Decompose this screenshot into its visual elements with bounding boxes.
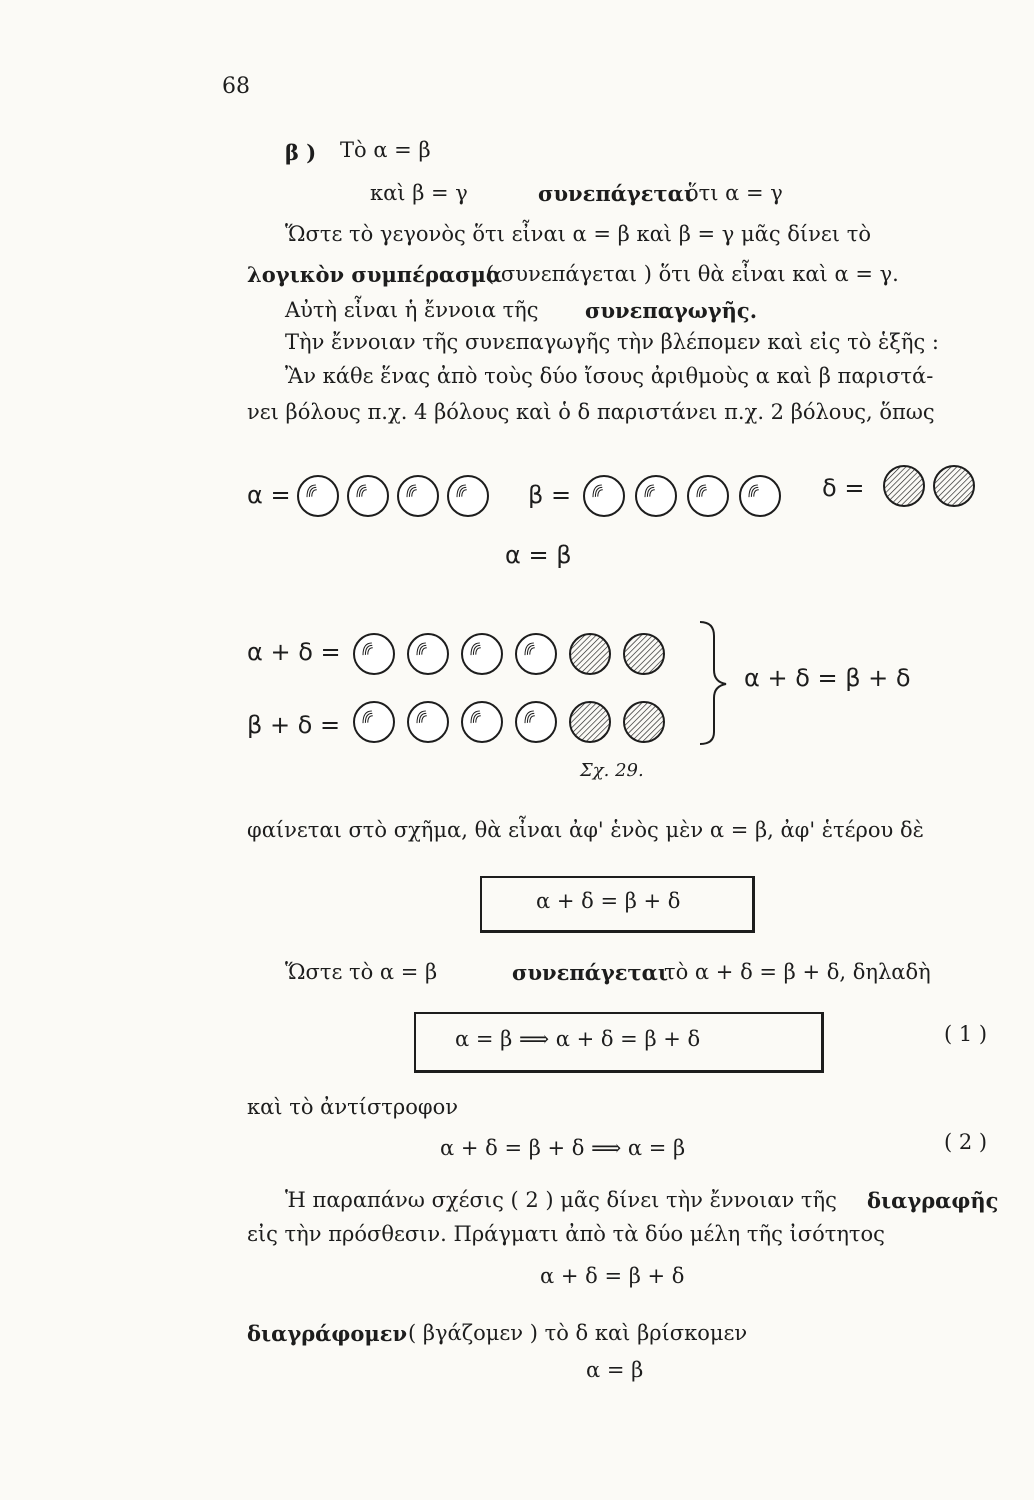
marble-sum2-1 [354, 702, 394, 742]
para1-line3-prefix: Αὐτὴ εἶναι ἡ ἔννοια τῆς [285, 298, 539, 322]
para1-line1: Ὥστε τὸ γεγονὸς ὅτι εἶναι α = β καὶ β = γ μᾶς δίνει τὸ [285, 222, 871, 246]
fig-alpha-label: α = [247, 481, 291, 509]
section-b-line2-bold: συνεπάγεται [538, 181, 695, 206]
section-b-line1: Τὸ α = β [340, 138, 431, 162]
para4-line3-bold: διαγράφομεν [247, 1321, 408, 1346]
fig-sum2-label: β + δ = [247, 711, 341, 739]
marble-alpha-2 [348, 476, 388, 516]
fig-sum1-label: α + δ = [247, 638, 341, 666]
para3-line1: φαίνεται στὸ σχῆμα, θὰ εἶναι ἀφ' ἑνὸς μὲν α = β, ἀφ' ἑτέρου δὲ [247, 818, 924, 842]
marble-sum2-2 [408, 702, 448, 742]
fig-equal-label: α = β [505, 541, 572, 569]
delta-marble-delta-2 [934, 466, 974, 506]
para3-line2-suffix: τὸ α + δ = β + δ, δηλαδὴ [664, 960, 931, 984]
marble-beta-1 [584, 476, 624, 516]
delta-marble-sum1-6 [624, 634, 664, 674]
fig-caption: Σχ. 29. [580, 760, 644, 781]
para4-line1-prefix: Ἡ παραπάνω σχέσις ( 2 ) μᾶς δίνει τὴν ἔννοιαν τῆς [285, 1188, 837, 1212]
fig-delta-balls [882, 462, 992, 512]
para3-line3: καὶ τὸ ἀντίστροφον [247, 1095, 459, 1119]
delta-marble-delta-1 [884, 466, 924, 506]
marble-beta-3 [688, 476, 728, 516]
fig-sum1-balls [352, 630, 672, 680]
marble-alpha-3 [398, 476, 438, 516]
section-b-line2-suffix: ὅτι α = γ [686, 181, 783, 205]
para3-line2-bold: συνεπάγεται [512, 960, 669, 985]
marble-sum2-4 [516, 702, 556, 742]
boxed-equation-2-text: α = β ⟹ α + δ = β + δ [455, 1027, 701, 1051]
para1-line2-rest: ( συνεπάγεται ) ὅτι θὰ εἶναι καὶ α = γ. [486, 262, 899, 286]
delta-marble-sum2-5 [570, 702, 610, 742]
para2-line3: νει βόλους π.χ. 4 βόλους καὶ ὁ δ παριστάνει π.χ. 2 βόλους, ὅπως [247, 400, 935, 424]
marble-sum1-1 [354, 634, 394, 674]
marble-sum1-4 [516, 634, 556, 674]
fig-brace [690, 618, 730, 748]
section-marker: β ) [285, 140, 317, 165]
page-number: 68 [222, 74, 250, 99]
boxed-equation-1-text: α + δ = β + δ [536, 889, 681, 913]
para1-line3-bold: συνεπαγωγῆς. [585, 298, 758, 323]
para4-line2: εἰς τὴν πρόσθεσιν. Πράγματι ἀπὸ τὰ δύο μέλη τῆς ἰσότητος [247, 1222, 885, 1246]
para4-line1-bold: διαγραφῆς [867, 1188, 999, 1213]
para1-line2-bold: λογικὸν συμπέρασμα [247, 262, 503, 287]
para2-line2: Ἂν κάθε ἕνας ἀπὸ τοὺς δύο ἴσους ἀριθμοὺς α καὶ β παριστά- [285, 364, 934, 388]
marble-alpha-1 [298, 476, 338, 516]
fig-alpha-balls [296, 472, 496, 522]
equation-number-1: ( 1 ) [944, 1022, 988, 1046]
equation-number-2: ( 2 ) [944, 1130, 988, 1154]
fig-delta-label: δ = [822, 474, 865, 502]
fig-result-label: α + δ = β + δ [744, 664, 911, 692]
equation-4: α = β [586, 1358, 644, 1382]
para3-line2-prefix: Ὥστε τὸ α = β [285, 960, 438, 984]
delta-marble-sum2-6 [624, 702, 664, 742]
para4-line3-rest: ( βγάζομεν ) τὸ δ καὶ βρίσκομεν [408, 1321, 748, 1345]
delta-marble-sum1-5 [570, 634, 610, 674]
marble-sum2-3 [462, 702, 502, 742]
equation-2: α + δ = β + δ ⟹ α = β [440, 1136, 686, 1160]
marble-beta-4 [740, 476, 780, 516]
marble-sum1-3 [462, 634, 502, 674]
fig-beta-balls [582, 472, 802, 522]
fig-beta-label: β = [528, 481, 572, 509]
section-b-line2-prefix: καὶ β = γ [370, 181, 468, 205]
para2-line1: Τὴν ἔννοιαν τῆς συνεπαγωγῆς τὴν βλέπομεν καὶ εἰς τὸ ἑξῆς : [285, 330, 939, 354]
marble-sum1-2 [408, 634, 448, 674]
fig-sum2-balls [352, 698, 672, 748]
marble-beta-2 [636, 476, 676, 516]
equation-3: α + δ = β + δ [540, 1264, 685, 1288]
marble-alpha-4 [448, 476, 488, 516]
